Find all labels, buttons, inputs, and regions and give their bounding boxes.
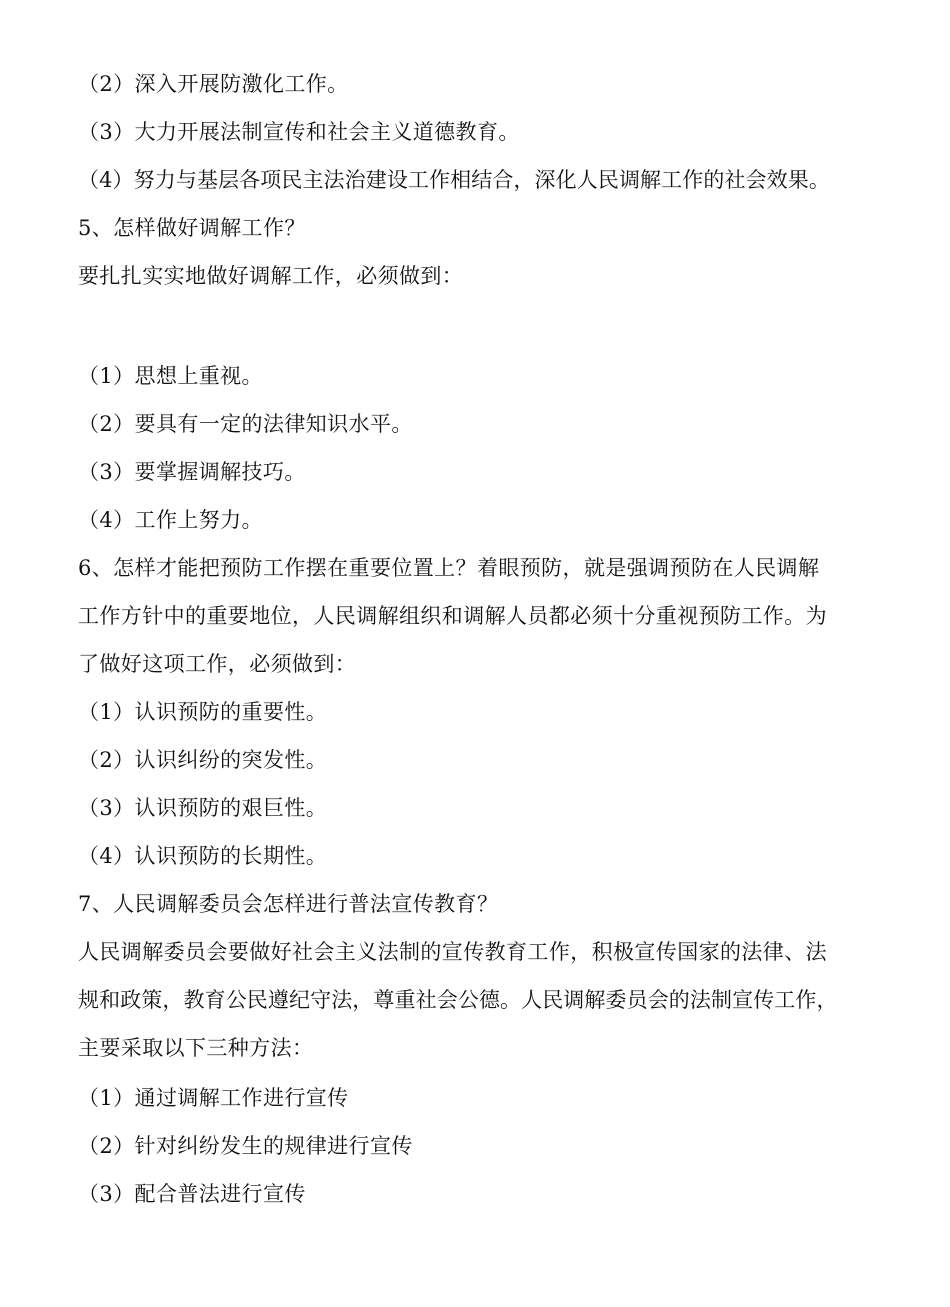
- text-line: 要扎扎实实地做好调解工作，必须做到：: [78, 264, 464, 288]
- text-line: （2）要具有一定的法律知识水平。: [78, 412, 413, 436]
- text-line: 主要采取以下三种方法：: [78, 1036, 314, 1060]
- text-line: （4）认识预防的长期性。: [78, 844, 328, 868]
- text-line: 了做好这项工作，必须做到：: [78, 652, 357, 676]
- text-line: 规和政策，教育公民遵纪守法，尊重社会公德。人民调解委员会的法制宣传工作，: [78, 988, 838, 1012]
- text-line: （4）工作上努力。: [78, 508, 263, 532]
- question-heading: 6、怎样才能把预防工作摆在重要位置上？着眼预防，就是强调预防在人民调解: [78, 556, 820, 580]
- text-line: （1）通过调解工作进行宣传: [78, 1086, 349, 1110]
- text-line: （2）认识纠纷的突发性。: [78, 748, 328, 772]
- text-line: 人民调解委员会要做好社会主义法制的宣传教育工作，积极宣传国家的法律、法: [78, 940, 827, 964]
- text-line: （3）要掌握调解技巧。: [78, 460, 306, 484]
- question-heading: 7、人民调解委员会怎样进行普法宣传教育？: [78, 892, 499, 916]
- text-line: （2）深入开展防激化工作。: [78, 72, 349, 96]
- text-line: （3）大力开展法制宣传和社会主义道德教育。: [78, 120, 520, 144]
- text-line: （1）思想上重视。: [78, 364, 263, 388]
- text-line: 工作方针中的重要地位，人民调解组织和调解人员都必须十分重视预防工作。为: [78, 604, 827, 628]
- question-heading: 5、怎样做好调解工作？: [78, 216, 306, 240]
- text-line: （1）认识预防的重要性。: [78, 700, 328, 724]
- text-line: （3）配合普法进行宣传: [78, 1182, 306, 1206]
- text-line: （4）努力与基层各项民主法治建设工作相结合，深化人民调解工作的社会效果。: [78, 168, 830, 192]
- text-line: （2）针对纠纷发生的规律进行宣传: [78, 1134, 413, 1158]
- text-line: （3）认识预防的艰巨性。: [78, 796, 328, 820]
